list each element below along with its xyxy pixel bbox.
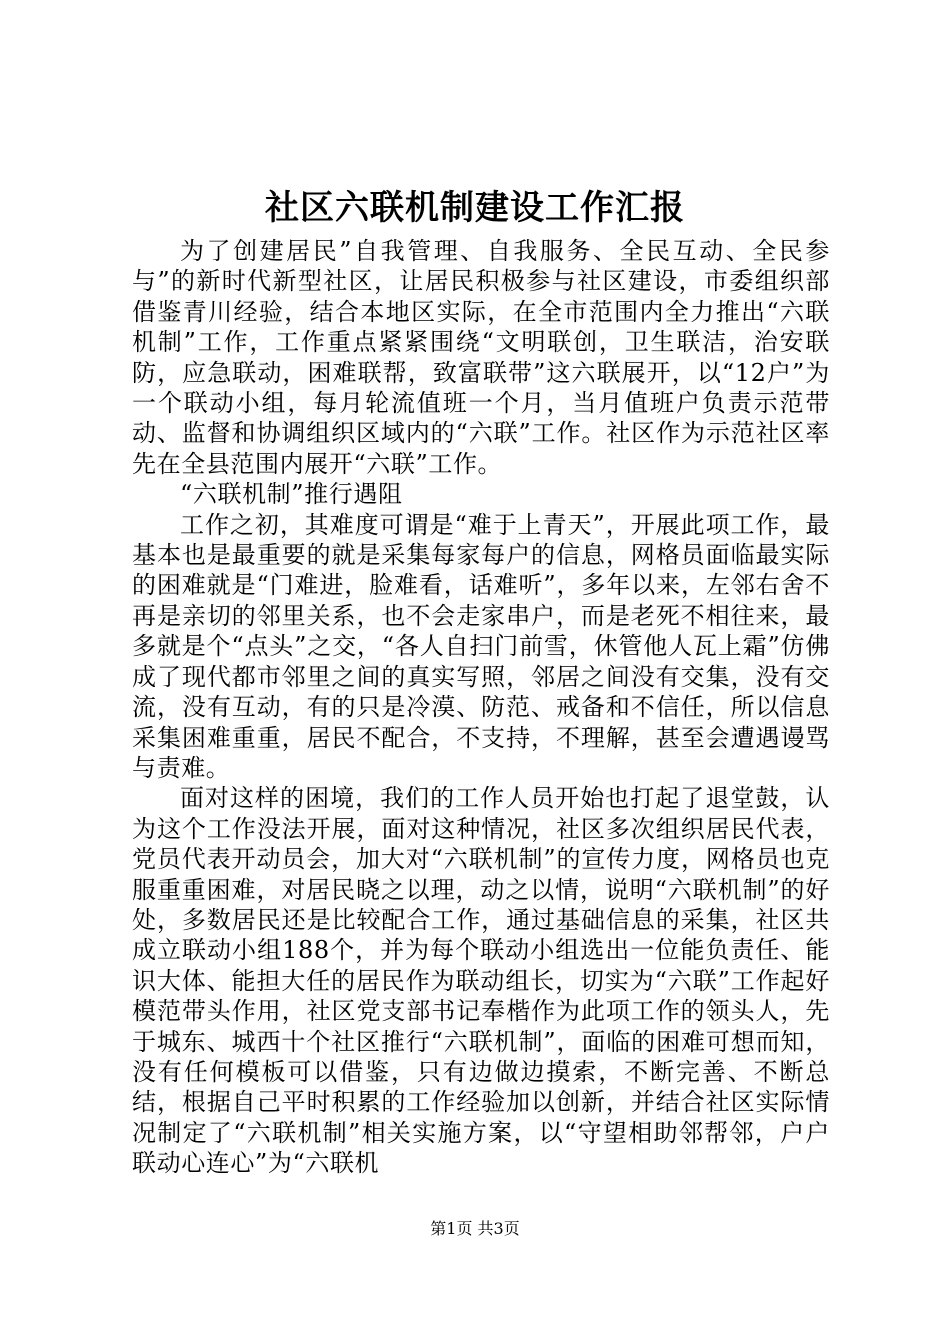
- paragraph-intro: 为了创建居民”自我管理、自我服务、全民互动、全民参与”的新时代新型社区，让居民积极参与社区建设，市委组织部借鉴青川经验，结合本地区实际，在全市范围内全力推出“六联机制”工作，工作重点紧紧围绕“文明联创，卫生联洁，治安联防，应急联动，困难联帮，致富联带”这六联展开，以“12户”为一个联动小组，每月轮流值班一个月，当月值班户负责示范带动、监督和协调组织区域内的“六联”工作。社区作为示范社区率先在全县范围内展开“六联”工作。: [132, 237, 830, 478]
- paragraph-response: 面对这样的困境，我们的工作人员开始也打起了退堂鼓，认为这个工作没法开展，面对这种情况，社区多次组织居民代表，党员代表开动员会，加大对“六联机制”的宣传力度，网格员也克服重重困难，对居民晓之以理，动之以情，说明“六联机制”的好处，多数居民还是比较配合工作，通过基础信息的采集，社区共成立联动小组188个，并为每个联动小组选出一位能负责任、能识大体、能担大任的居民作为联动组长，切实为“六联”工作起好模范带头作用，社区党支部书记奉楷作为此项工作的领头人，先于城东、城西十个社区推行“六联机制”，面临的困难可想而知，没有任何模板可以借鉴，只有边做边摸索，不断完善、不断总结，根据自己平时积累的工作经验加以创新，并结合社区实际情况制定了“六联机制”相关实施方案，以“守望相助邻帮邻，户户联动心连心”为“六联机: [132, 784, 830, 1178]
- document-title: 社区六联机制建设工作汇报: [265, 188, 685, 228]
- section-heading-obstacles: “六联机制”推行遇阻: [180, 480, 403, 509]
- page-number-footer: 第1页 共3页: [430, 1219, 520, 1238]
- document-body: [132, 236, 830, 1179]
- paragraph-difficulties: 工作之初，其难度可谓是“难于上青天”，开展此项工作，最基本也是最重要的就是采集每家每户的信息，网格员面临最实际的困难就是“门难进，脸难看，话难听”，多年以来，左邻右舍不再是亲切的邻里关系，也不会走家串户，而是老死不相往来，最多就是个“点头”之交，“各人自扫门前雪，休管他人瓦上霜”仿佛成了现代都市邻里之间的真实写照，邻居之间没有交集，没有交流，没有互动，有的只是冷漠、防范、戒备和不信任，所以信息采集困难重重，居民不配合，不支持，不理解，甚至会遭遇谩骂与责难。: [132, 510, 830, 782]
